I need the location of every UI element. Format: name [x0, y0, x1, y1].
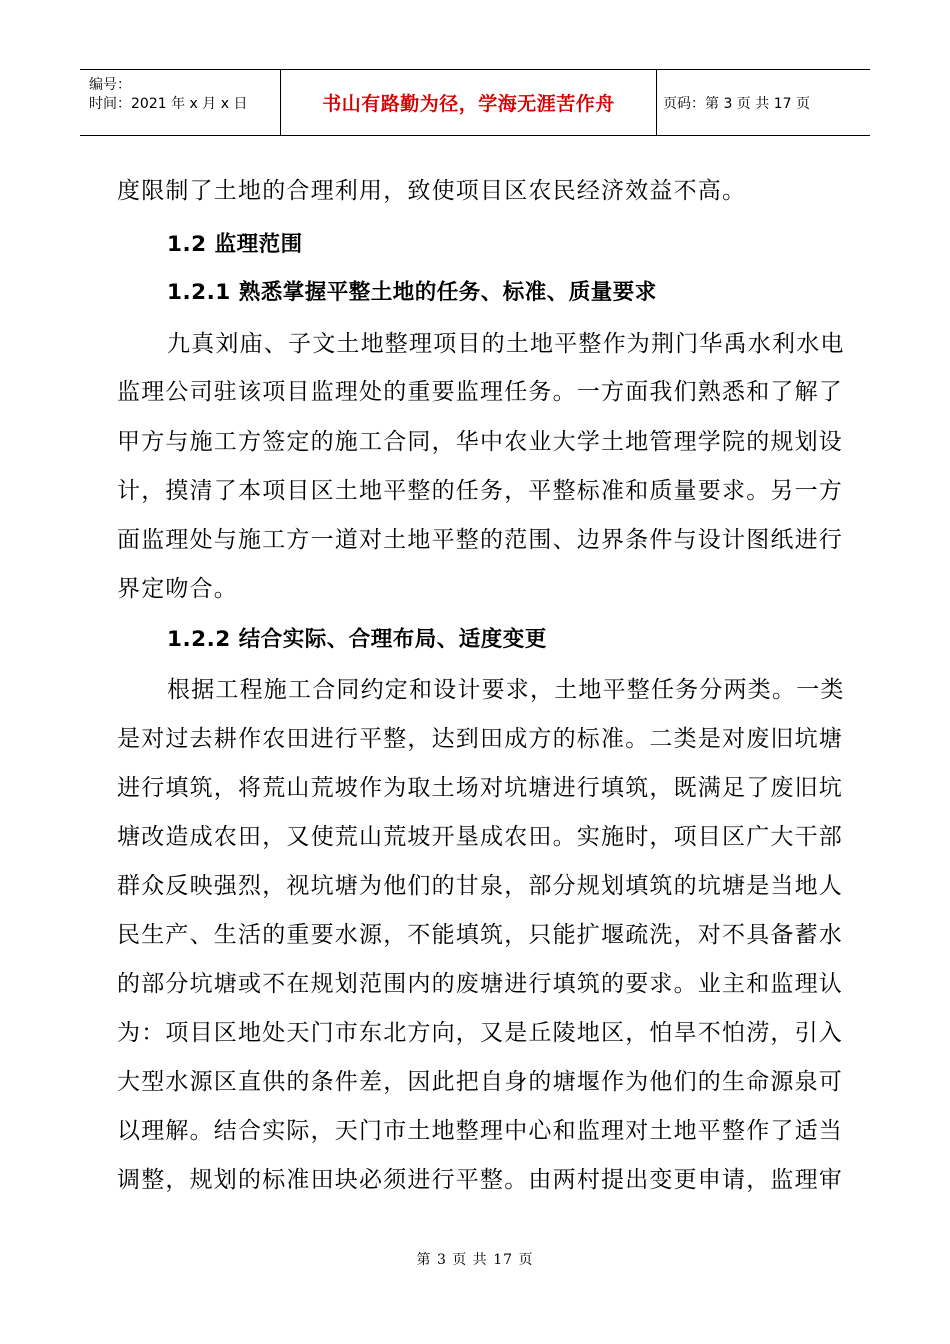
- body-line: 大型水源区直供的条件差，因此把自身的塘堰作为他们的生命源泉可: [117, 1069, 843, 1095]
- body-line: 以理解。结合实际，天门市土地整理中心和监理对土地平整作了适当: [117, 1118, 843, 1144]
- body-line: 面监理处与施工方一道对土地平整的范围、边界条件与设计图纸进行: [117, 527, 843, 553]
- page-footer: [0, 1249, 950, 1269]
- section-heading-1-2-2: 1.2.2 结合实际、合理布局、适度变更: [167, 627, 547, 652]
- body-line: 监理公司驻该项目监理处的重要监理任务。一方面我们熟悉和了解了: [117, 379, 843, 405]
- body-line: 的部分坑塘或不在规划范围内的废塘进行填筑的要求。业主和监理认: [117, 971, 843, 997]
- body-line: 根据工程施工合同约定和设计要求，土地平整任务分两类。一类: [167, 677, 845, 703]
- body-line: 九真刘庙、子文土地整理项目的土地平整作为荆门华禹水利水电: [167, 331, 845, 357]
- document-number-label: 编号：: [89, 77, 131, 93]
- body-line: 甲方与施工方签定的施工合同，华中农业大学土地管理学院的规划设: [117, 429, 843, 455]
- body-line: 群众反映强烈，视坑塘为他们的甘泉，部分规划填筑的坑塘是当地人: [117, 873, 843, 899]
- header-page-cell: [657, 70, 870, 135]
- footer-page-number: 第 3 页 共 17 页: [416, 1252, 534, 1268]
- section-heading-1-2-1: 1.2.1 熟悉掌握平整土地的任务、标准、质量要求: [167, 280, 657, 305]
- header-motto-cell: [281, 70, 657, 135]
- body-line: 是对过去耕作农田进行平整，达到田成方的标准。二类是对废旧坑塘: [117, 726, 843, 752]
- body-line: 调整，规划的标准田块必须进行平整。由两村提出变更申请，监理审: [117, 1167, 843, 1193]
- body-line: 界定吻合。: [117, 576, 238, 602]
- body-line: 进行填筑，将荒山荒坡作为取土场对坑塘进行填筑，既满足了废旧坑: [117, 775, 843, 801]
- header-page-number: 页码：第 3 页 共 17 页: [663, 95, 810, 112]
- body-line: 塘改造成农田，又使荒山荒坡开垦成农田。实施时，项目区广大干部: [117, 824, 843, 850]
- body-line: 度限制了土地的合理利用，致使项目区农民经济效益不高。: [117, 178, 747, 204]
- section-heading-1-2: 1.2 监理范围: [167, 232, 303, 257]
- document-date-label: 时间：2021 年 x 月 x 日: [89, 96, 248, 112]
- document-header: [80, 69, 870, 136]
- header-meta-cell: [80, 70, 281, 135]
- header-motto: 书山有路勤为径，学海无涯苦作舟: [322, 93, 615, 115]
- body-line: 计，摸清了本项目区土地平整的任务，平整标准和质量要求。另一方: [117, 478, 843, 504]
- body-line: 民生产、生活的重要水源，不能填筑，只能扩堰疏洗，对不具备蓄水: [117, 922, 843, 948]
- body-line: 为：项目区地处天门市东北方向，又是丘陵地区，怕旱不怕涝，引入: [117, 1020, 843, 1046]
